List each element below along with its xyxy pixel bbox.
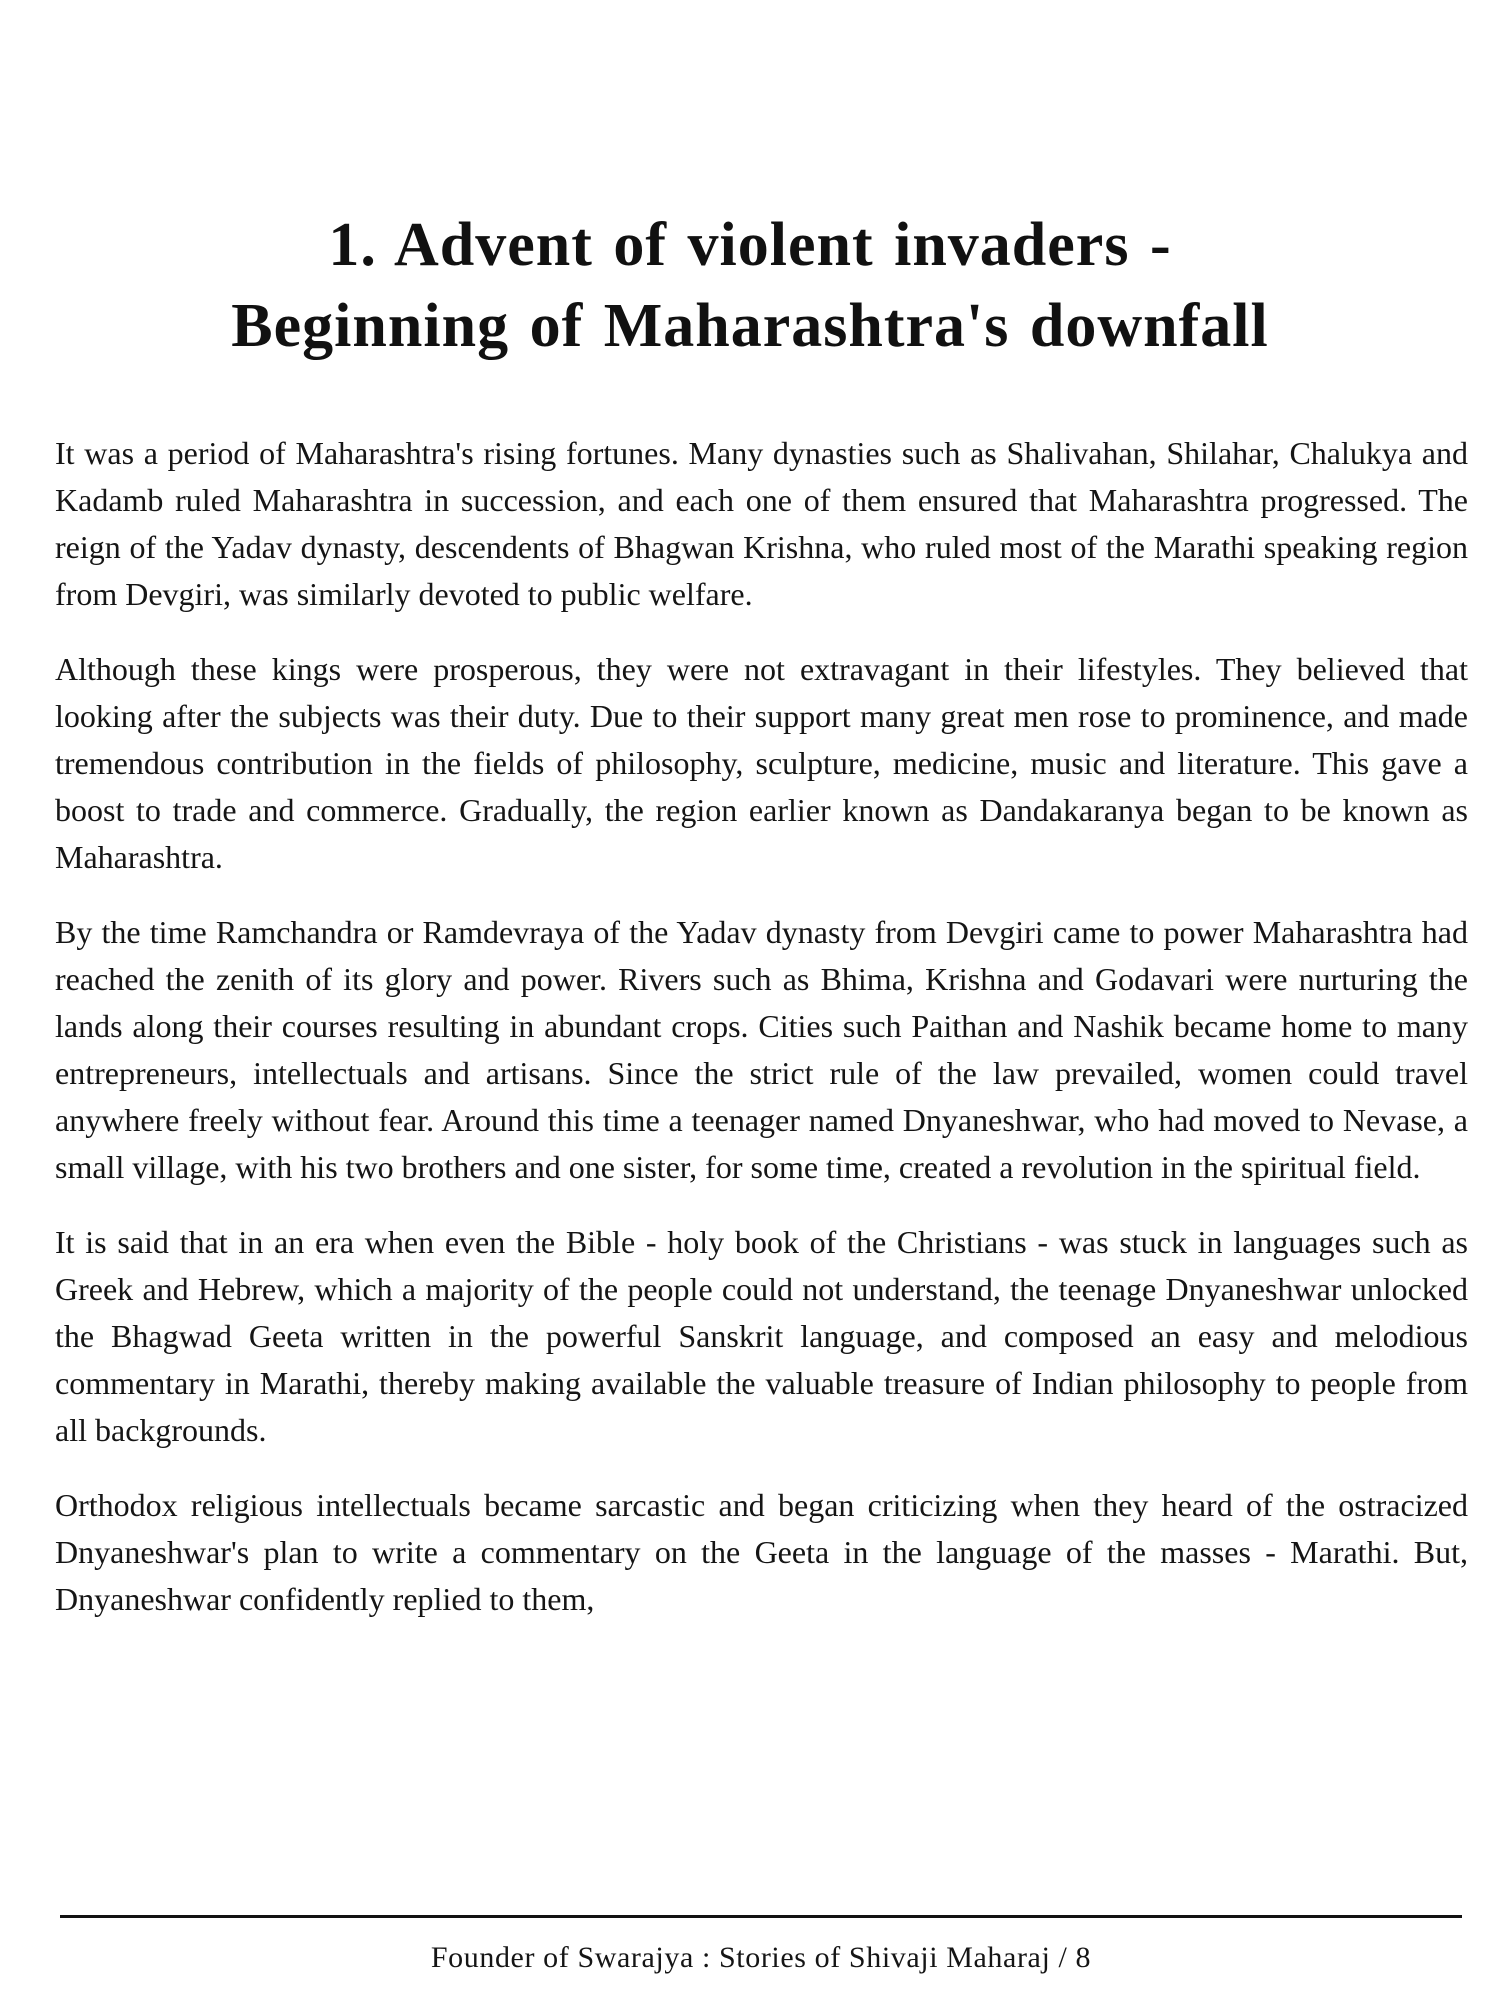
chapter-title-line-1: 1. Advent of violent invaders - xyxy=(328,211,1172,279)
paragraph-4: It is said that in an era when even the Bible - holy book of the Christians - was stuck in languages such as Greek and Hebrew, which a majority of the people could not understand, the teenage Dnyaneshwar unlocked the Bhagwad Geeta written in the powerful Sanskrit language, and composed an easy and melodious commentary in Marathi, thereby making available the valuable treasure of Indian philosophy to people from all backgrounds. xyxy=(55,1224,1468,1448)
paragraph-3: By the time Ramchandra or Ramdevraya of the Yadav dynasty from Devgiri came to power Maharashtra had reached the zenith of its glory and power. Rivers such as Bhima, Krishna and Godavari were nurturing the lands along their courses resulting in abundant crops. Cities such Paithan and Nashik became home to many entrepreneurs, intellectuals and artisans. Since the strict rule of the law prevailed, women could travel anywhere freely without fear. Around this time a teenager named Dnyaneshwar, who had moved to Nevase, a small village, with his two brothers and one sister, for some time, created a revolution in the spiritual field. xyxy=(55,914,1468,1185)
paragraph-2: Although these kings were prosperous, they were not extravagant in their lifestyles. They believed that looking after the subjects was their duty. Due to their support many great men rose to prominence, and made tremendous contribution in the fields of philosophy, sculpture, medicine, music and literature. This gave a boost to trade and commerce. Gradually, the region earlier known as Dandakaranya began to be known as Maharashtra. xyxy=(55,651,1468,875)
chapter-title xyxy=(60,205,1440,367)
footer-divider xyxy=(60,1915,1462,1918)
chapter-title-line-2: Beginning of Maharashtra's downfall xyxy=(231,292,1269,360)
paragraph-1: It was a period of Maharashtra's rising fortunes. Many dynasties such as Shalivahan, Shilahar, Chalukya and Kadamb ruled Maharashtra in succession, and each one of them ensured that Maharashtra progressed. The reign of the Yadav dynasty, descendents of Bhagwan Krishna, who ruled most of the Marathi speaking region from Devgiri, was similarly devoted to public welfare. xyxy=(55,435,1468,612)
paragraph-5: Orthodox religious intellectuals became sarcastic and began criticizing when they heard of the ostracized Dnyaneshwar's plan to write a commentary on the Geeta in the language of the masses - Marathi. But, Dnyaneshwar confidently replied to them, xyxy=(55,1487,1468,1617)
chapter-body xyxy=(55,430,1468,1651)
page-footer: Founder of Swarajya : Stories of Shivaji Maharaj / 8 xyxy=(430,1941,1092,1974)
